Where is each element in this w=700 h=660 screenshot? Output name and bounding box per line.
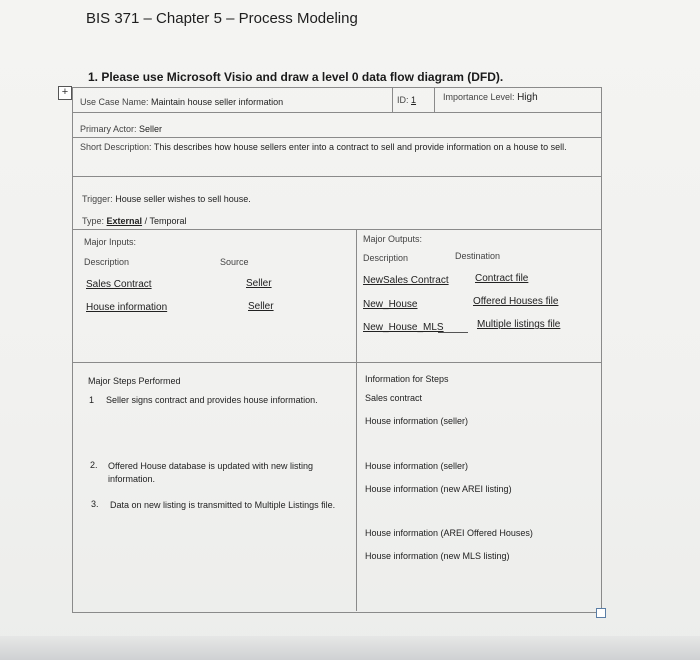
step-info: House information (seller): [365, 461, 469, 471]
step-text: Offered House database is updated with new listing information.: [108, 461, 313, 484]
step-text: Seller signs contract and provides house information.: [106, 395, 318, 405]
output-description: New_House: [363, 299, 418, 310]
short-description: [80, 140, 595, 154]
step-info: House information (new MLS listing): [365, 551, 510, 561]
output-destination: Offered Houses file: [473, 296, 559, 307]
step-info: House information (new AREI listing): [365, 484, 512, 494]
use-case-name: [80, 97, 283, 107]
column-divider: [392, 87, 393, 112]
column-divider: [356, 229, 357, 611]
importance-level: [443, 92, 538, 103]
page-bottom-shadow: [0, 636, 700, 660]
type-label: Type:: [82, 216, 105, 226]
trigger: [82, 194, 251, 204]
use-case-id: [397, 95, 416, 105]
short-description-value: This describes how house sellers enter into a contract to sell and provide information on a house to sell.: [153, 142, 567, 152]
primary-actor-label: Primary Actor:: [80, 124, 137, 134]
input-description: House information: [86, 302, 168, 313]
output-description: New_House_MLS: [363, 322, 444, 333]
importance-level-label: Importance Level:: [443, 92, 515, 102]
use-case-name-label: Use Case Name:: [80, 97, 149, 107]
short-description-label: Short Description:: [80, 142, 152, 152]
input-description: Sales Contract: [86, 279, 152, 290]
row-divider: [72, 137, 601, 138]
output-destination: Contract file: [475, 273, 529, 284]
trigger-label: Trigger:: [82, 194, 113, 204]
inputs-source-header: Source: [220, 257, 249, 267]
major-inputs-header: Major Inputs:: [84, 237, 137, 247]
step-info: Sales contract: [365, 393, 423, 403]
use-case-id-label: ID:: [397, 95, 409, 105]
document-title: BIS 371 – Chapter 5 – Process Modeling: [86, 10, 358, 27]
step-text: Data on new listing is transmitted to Multiple Listings file.: [110, 500, 336, 510]
step-number: 3.: [91, 499, 99, 509]
row-divider: [72, 362, 601, 363]
use-case-name-value: Maintain house seller information: [151, 97, 284, 107]
table-move-handle-icon[interactable]: +: [58, 86, 72, 100]
outputs-destination-header: Destination: [455, 251, 501, 261]
major-steps-header: Major Steps Performed: [88, 376, 181, 386]
row-divider: [72, 229, 601, 230]
type-external: External: [106, 216, 143, 226]
major-outputs-header: Major Outputs:: [363, 234, 423, 244]
table-resize-handle-icon[interactable]: [596, 608, 606, 618]
step-number: 1: [89, 395, 95, 405]
row-divider: [72, 112, 601, 113]
input-source: Seller: [248, 301, 274, 312]
primary-actor: [80, 124, 162, 134]
input-source: Seller: [246, 278, 272, 289]
info-for-steps-header: Information for Steps: [365, 374, 449, 384]
output-blank-line: [438, 332, 468, 333]
use-case-type: [82, 216, 186, 226]
step-number: 2.: [90, 460, 98, 470]
inputs-description-header: Description: [84, 257, 130, 267]
trigger-value: House seller wishes to sell house.: [115, 194, 251, 204]
output-description: NewSales Contract: [363, 275, 449, 286]
column-divider: [434, 87, 435, 112]
importance-level-value: High: [517, 92, 538, 103]
step-info: House information (seller): [365, 416, 469, 426]
question-text: 1. Please use Microsoft Visio and draw a level 0 data flow diagram (DFD).: [88, 70, 504, 84]
type-temporal: Temporal: [149, 216, 187, 226]
row-divider: [72, 176, 601, 177]
type-separator: /: [144, 216, 148, 226]
use-case-id-value: 1: [411, 95, 417, 105]
step-info: House information (AREI Offered Houses): [365, 528, 533, 538]
outputs-description-header: Description: [363, 253, 409, 263]
primary-actor-value: Seller: [139, 124, 163, 134]
output-destination: Multiple listings file: [477, 319, 561, 330]
